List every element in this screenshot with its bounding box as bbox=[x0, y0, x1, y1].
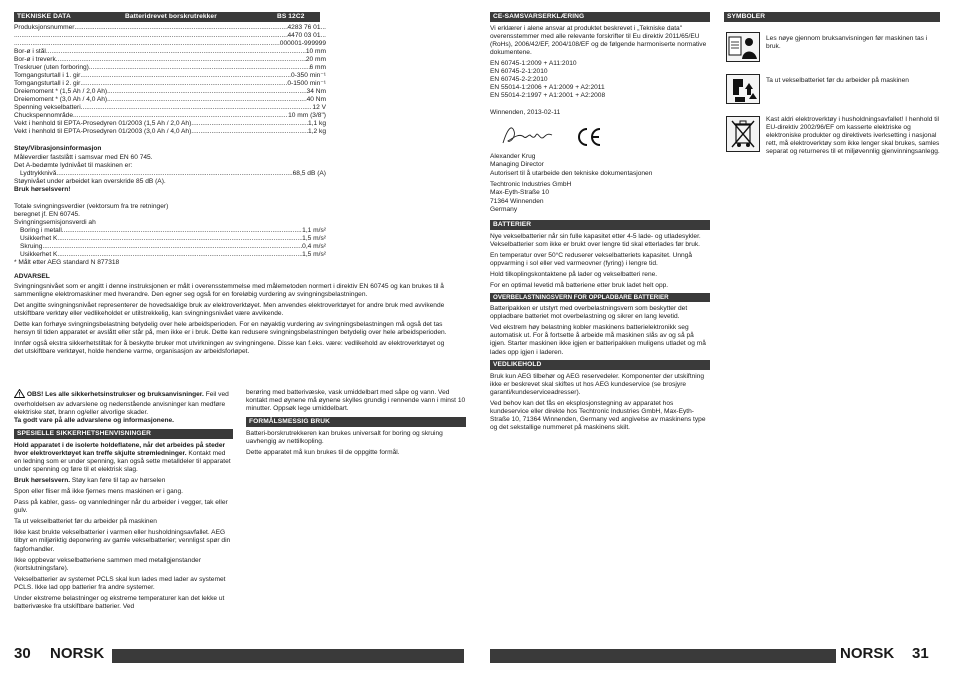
spec-label: Dreiemoment * (1,5 Ah / 2,0 Ah) bbox=[14, 88, 108, 96]
signature-image bbox=[500, 123, 556, 149]
dot-leader bbox=[14, 40, 274, 48]
spec-row bbox=[14, 96, 326, 104]
spec-value: 1,1 m/s² bbox=[302, 226, 326, 234]
spec-list bbox=[14, 24, 326, 136]
remove-battery-icon bbox=[726, 74, 760, 104]
dot-leader bbox=[57, 235, 302, 243]
dot-leader bbox=[62, 227, 302, 235]
tech-data-model: BS 12C2 bbox=[277, 13, 305, 20]
dot-leader bbox=[42, 243, 302, 251]
spec-value: 6 mm bbox=[309, 64, 326, 72]
intended-use-paragraph: Batteri-borskrutrekkeren kan brukes universalt for boring og skruing uavhengig av nettilkopling. bbox=[246, 430, 443, 446]
special-paragraph: Ikke kast brukte vekselbatterier i varmen eller husholdningsavfallet. AEG tilbyr en miljøriktig deponering av gamle vekselbatterier; vennligst spør din fagforhandler. bbox=[14, 529, 231, 553]
spec-value: 10 mm bbox=[305, 48, 326, 56]
intended-use-header: FORMÅLSMESSIG BRUK bbox=[246, 417, 466, 427]
special-paragraph: Ikke oppbevar vekselbatteriene sammen med metallgjenstander (kortslutningsfare). bbox=[14, 556, 201, 572]
left-mid-col bbox=[246, 389, 466, 460]
warning-paragraph: Det angitte svingningsnivået representerer de hovedsaklige bruk av elektroverktøyet. Men anvendes elektroverktøyet for andre bruk med avvikende utskiftbare verktøy eller vedlikeholdet er utilstrekkelig, kan svingningsnivået være avvikende. bbox=[14, 302, 445, 318]
dot-leader bbox=[73, 112, 288, 120]
batteries-paragraph: For en optimal levetid må batteriene etter bruk ladet helt opp. bbox=[490, 281, 669, 289]
spec-row bbox=[14, 24, 326, 32]
spec-row bbox=[14, 243, 326, 251]
batteries-paragraph: En temperatur over 50°C reduserer vekselbatteriets kapasitet. Unngå oppvarming i sol eller ved varmeovner (fyring) i lengre tid. bbox=[490, 251, 693, 267]
spec-row bbox=[14, 227, 326, 235]
dot-leader bbox=[191, 120, 308, 128]
spec-row bbox=[14, 32, 326, 40]
spec-label: Bor-ø i treverk bbox=[14, 56, 56, 64]
special-paragraph: Pass på kabler, gass- og vannledninger når du arbeider i vegger, tak eller gulv. bbox=[14, 499, 228, 515]
spec-value: 20 mm bbox=[305, 56, 326, 64]
spec-value: 0,4 m/s² bbox=[302, 242, 326, 250]
spec-value: 1,2 kg bbox=[308, 128, 326, 136]
ce-norms bbox=[490, 60, 710, 100]
dot-leader bbox=[14, 32, 288, 40]
warning-paragraph: Innfør også ekstra sikkerhetstiltak for å beskytte bruker mot utvirkningen av svingningene. Disse kan f.eks. være: vedlikehold av elektroverktøyet og det utskiftbare verktøyet, holde hendene varme, organisasjon av arbeidsforløpet. bbox=[14, 340, 445, 356]
spec-label: Tomgangsturtall i 2. gir bbox=[14, 80, 81, 88]
spec-label: Vekt i henhold til EPTA-Prosedyren 01/2003 (1,5 Ah / 2,0 Ah) bbox=[14, 120, 192, 128]
warning-triangle-icon bbox=[14, 389, 25, 401]
spec-row bbox=[14, 40, 326, 48]
spec-value: 10 mm (3/8") bbox=[288, 112, 326, 120]
warning-paragraph: Dette kan forhøye svingningsbelastning betydelig over hele arbeidsperioden. For en nøyaktig vurdering av svingningsbelastningen må også det tas hensyn til tiden apparatet er avslått eller står på, men ikke er i bruk. Dette kan redusere svingningsbelastningen betydelig over hele arbeidsperioden. bbox=[14, 321, 447, 337]
noise-line: Det A-bedømte lydnivået til maskinen er: bbox=[14, 161, 133, 169]
maintenance-paragraph: Ved behov kan det fås en eksplosjonstegning av apparatet hos kundeservice eller direkte hos Techtronic Industries GmbH, Max-Eyth-Straße 10, 71364 Winnenden, Germany ved angivelse av maskinens type og det sekstallige nummeret på maskinens skilt. bbox=[490, 399, 706, 431]
special-paragraph: Spon eller fliser må ikke fjernes mens maskinen er i gang. bbox=[14, 488, 183, 496]
special-paragraph: Hold apparatet i de isolerte holdeflatene, når det arbeides på steder hvor elektroverktøyet kan treffe skjulte strømledninger. Kontakt med en ledning som er under spenning, kan også sette metalldeler til apparatet under spenning og føre til et elektrisk slag. bbox=[14, 442, 231, 474]
page-number-right: 31 bbox=[912, 645, 929, 662]
maintenance-paragraph: Bruk kun AEG tilbehør og AEG reservedeler. Komponenter der utskiftning ikke er beskrevet skal skiftes ut hos AEG kundeservice (se brosjyre garanti/kundeserviceadresser). bbox=[490, 372, 705, 396]
weee-crossed-bin-icon bbox=[726, 116, 760, 152]
battery-fluid-paragraph: berøring med batterivæske, vask umiddelbart med såpe og vann. Ved kontakt med øynene må øynene skylles grundig i rennende vann i minst 10 minutter. Oppsøk lege umiddelbart. bbox=[246, 389, 466, 413]
dot-leader bbox=[56, 56, 306, 64]
right-col-1 bbox=[490, 12, 710, 435]
spec-label: Usikkerhet K bbox=[20, 250, 58, 258]
special-safety-header: SPESIELLE SIKKERHETSHENVISNINGER bbox=[14, 429, 233, 439]
ce-address bbox=[490, 181, 710, 213]
language-label-left: NORSK bbox=[50, 645, 105, 662]
vib-note: * Målt etter AEG standard N 877318 bbox=[14, 258, 120, 266]
ce-signatory-name: Alexander Krug bbox=[490, 153, 536, 161]
overload-paragraph: Batteripakken er utstyrt med overbelastningsvern som beskytter det oppladbare batteriet mot overbelastning og sikrer en lang levetid. bbox=[490, 305, 688, 321]
noise-line: Støynivået under arbeidet kan overskride 85 dB (A). bbox=[14, 177, 166, 185]
special-paragraph: Vekselbatterier av systemet PCLS skal kun lades med lader av systemet PCLS. Ikke lad opp batterier fra andre systemer. bbox=[14, 575, 226, 591]
language-label-right: NORSK bbox=[840, 645, 895, 662]
ce-norm-item: EN 55014-2:1997 + A1:2001 + A2:2008 bbox=[490, 92, 606, 100]
spec-label: Vekt i henhold til EPTA-Prosedyren 01/2003 (3,0 Ah / 4,0 Ah) bbox=[14, 128, 192, 136]
dot-leader bbox=[107, 96, 306, 104]
symbols-header: SYMBOLER bbox=[724, 12, 940, 22]
symbol-remove-battery-text: Ta ut vekselbatteriet før du arbeider på maskinen bbox=[766, 77, 909, 84]
ce-norm-item: EN 60745-2-2:2010 bbox=[490, 76, 548, 84]
spec-row bbox=[14, 120, 326, 128]
obs-paragraph: ! OBS! Les alle sikkerhetsinstrukser og bruksanvisninger. Feil ved overholdelsen av advarslene og nedenstående anvisninger kan medføre elektriske støt, brann og/eller alvorlige skader. Ta godt vare på alle advarslene og informasjonene. bbox=[14, 391, 229, 425]
ce-norm-item: EN 55014-1:2006 + A1:2009 + A2:2011 bbox=[490, 84, 605, 92]
spec-row bbox=[14, 48, 326, 56]
spec-row bbox=[14, 251, 326, 259]
spec-label: Produksjonsnummer bbox=[14, 24, 75, 32]
dot-leader bbox=[57, 251, 302, 259]
overload-header: OVERBELASTNINGSVERN FOR OPPLADBARE BATTERIER bbox=[490, 293, 710, 303]
ce-address-line: Techtronic Industries GmbH bbox=[490, 181, 572, 189]
dot-leader bbox=[107, 88, 306, 96]
dot-leader bbox=[80, 80, 287, 88]
special-paragraph: Under ekstreme belastninger og ekstreme temperaturer kan det lekke ut batterivæske fra utskiftbare batterier. Ved bbox=[14, 594, 225, 610]
spec-row bbox=[14, 88, 326, 96]
warning-title: ADVARSEL bbox=[14, 272, 50, 280]
dot-leader bbox=[191, 128, 308, 136]
spec-value: 40 Nm bbox=[306, 96, 326, 104]
spec-row bbox=[14, 56, 326, 64]
spec-label: Tomgangsturtall i 1. gir bbox=[14, 72, 81, 80]
batteries-header: BATTERIER bbox=[490, 220, 710, 230]
batteries-paragraph: Nye vekselbatterier når sin fulle kapasitet etter 4-5 lade- og utladesykler. Vekselbatterier som ikke er brukt over lengre tid skal etterlades før bruk. bbox=[490, 232, 701, 248]
dot-leader bbox=[80, 72, 291, 80]
ce-norm-item: EN 60745-2-1:2010 bbox=[490, 68, 548, 76]
spec-row bbox=[14, 104, 326, 112]
spec-value: ...000001-999999 bbox=[274, 40, 326, 48]
noise-line: Måleverdier fastslått i samsvar med EN 60 745. bbox=[14, 153, 153, 161]
overload-paragraph: Ved ekstrem høy belastning kobler maskinens batterielektronikk seg automatisk ut. For å fortsette å arbeide må maskinen slås av og så på igjen. Starter maskinen ikke igjen er batteripakken muligens utladet og må lades opp igjen i laderen. bbox=[490, 324, 706, 356]
ce-authorization: Autorisert til å utarbeide den tekniske dokumentasjonen bbox=[490, 170, 653, 178]
spec-value: 0-1500 min⁻¹ bbox=[287, 80, 326, 88]
ce-paragraph: Vi erklærer i alene ansvar at produktet beskrevet i „Tekniske data" overensstemmer med alle relevante forskrifter til Eu direktiv 2011/65/EU (RoHs), 2006/42/EF, 2004/108/EF og de følgende harmoniserte normative dokumentene. bbox=[490, 25, 707, 57]
spec-label: Bor-ø i stål bbox=[14, 48, 46, 56]
tech-data-product: Batteridrevet borskrutrekker bbox=[125, 13, 217, 20]
vib-line: beregnet jf. EN 60745. bbox=[14, 210, 80, 218]
vib-list bbox=[14, 227, 326, 259]
spec-label: Spenning vekselbatteri bbox=[14, 104, 81, 112]
spec-value: 4470 03 01... bbox=[287, 32, 326, 40]
spec-value: 12 V bbox=[312, 104, 326, 112]
spec-value: 4283 76 01... bbox=[287, 24, 326, 32]
dot-leader bbox=[81, 104, 313, 112]
read-manual-icon bbox=[726, 32, 760, 62]
spec-label: Usikkerhet K bbox=[20, 234, 58, 242]
ce-address-line: Germany bbox=[490, 205, 518, 213]
special-paragraph: Ta ut vekselbatteriet før du arbeider på maskinen bbox=[14, 518, 157, 526]
dot-leader bbox=[74, 24, 287, 32]
noise-warning: Bruk hørselsvern! bbox=[14, 185, 71, 193]
spec-value: 0-350 min⁻¹ bbox=[291, 72, 326, 80]
spec-row bbox=[14, 64, 326, 72]
ce-mark-icon bbox=[576, 127, 602, 147]
svg-text:!: ! bbox=[18, 392, 21, 398]
spec-row bbox=[14, 72, 326, 80]
spec-value: 1,1 kg bbox=[308, 120, 326, 128]
ce-address-line: Max-Eyth-Straße 10 bbox=[490, 189, 549, 197]
intended-use-paragraph: Dette apparatet må kun brukes til de oppgitte formål. bbox=[246, 449, 400, 457]
ce-header: CE-SAMSVARSERKLÆRING bbox=[490, 12, 710, 22]
batteries-paragraph: Hold tilkoplingskontaktene på lader og vekselbatteri rene. bbox=[490, 270, 658, 278]
spec-label: Dreiemoment * (3,0 Ah / 4,0 Ah) bbox=[14, 96, 108, 104]
spec-row bbox=[14, 128, 326, 136]
left-page bbox=[14, 12, 466, 359]
ce-norm-item: EN 60745-1:2009 + A11:2010 bbox=[490, 60, 577, 68]
spec-value: 34 Nm bbox=[306, 88, 326, 96]
tech-data-header bbox=[14, 12, 320, 22]
spec-row bbox=[14, 235, 326, 243]
left-lower-col bbox=[14, 389, 233, 614]
symbol-read-manual-text: Les nøye gjennom bruksanvisningen før maskinen tas i bruk. bbox=[766, 35, 928, 51]
footer-bar-right bbox=[490, 649, 836, 663]
dot-leader bbox=[89, 64, 310, 72]
spec-label: Boring i metall bbox=[20, 226, 62, 234]
ce-place-date: Winnenden, 2013-02-11 bbox=[490, 109, 561, 117]
right-col-2 bbox=[724, 12, 940, 156]
vib-line: Totale svingningsverdier (vektorsum fra tre retninger) bbox=[14, 202, 169, 210]
spec-label: Treskruer (uten forboring) bbox=[14, 64, 89, 72]
spec-label: Chuckspennområde bbox=[14, 112, 74, 120]
spec-value: 1,5 m/s² bbox=[302, 250, 326, 258]
vib-line: Svingningsemisjonsverdi ah bbox=[14, 218, 96, 226]
dot-leader bbox=[46, 48, 306, 56]
footer-bar-left bbox=[112, 649, 464, 663]
noise-row: Lydtrykknivå ..... 68,5 dB (A) bbox=[14, 170, 326, 178]
spec-label: Skruing bbox=[20, 242, 43, 250]
tech-data-title: TEKNISKE DATA bbox=[17, 13, 71, 20]
warning-paragraph: Svingningsnivået som er angitt i denne instruksjonen er målt i overensstemmelse med målemetoden normert i direktiv EN 60745 og kan brukes til å sammenligne elektromaskiner med hverandre. Den egner seg også for en foreløbig vurdering av svingningsbelastningen. bbox=[14, 282, 444, 298]
special-paragraph: Bruk hørselsvern. Støy kan føre til tap av hørselen bbox=[14, 477, 166, 485]
noise-title: Støy/Vibrasjonsinformasjon bbox=[14, 145, 102, 153]
spec-row bbox=[14, 80, 326, 88]
ce-signatory-role: Managing Director bbox=[490, 161, 544, 169]
ce-address-line: 71364 Winnenden bbox=[490, 197, 544, 205]
spec-value: 1,5 m/s² bbox=[302, 234, 326, 242]
page-number-left: 30 bbox=[14, 645, 31, 662]
symbol-weee-text: Kast aldri elektroverktøy i husholdningsavfallet! I henhold til EU-direktiv 2002/96/EF om kasserte elektriske og elektroniske produkter og direktivets iverksetting i nasjonal rett, må elektroverktøy som ikke lenger skal brukes, samles separat og returneres til et miljøvennlig gjenvinningsanlegg. bbox=[766, 116, 940, 156]
maintenance-header: VEDLIKEHOLD bbox=[490, 360, 710, 370]
spec-row bbox=[14, 112, 326, 120]
